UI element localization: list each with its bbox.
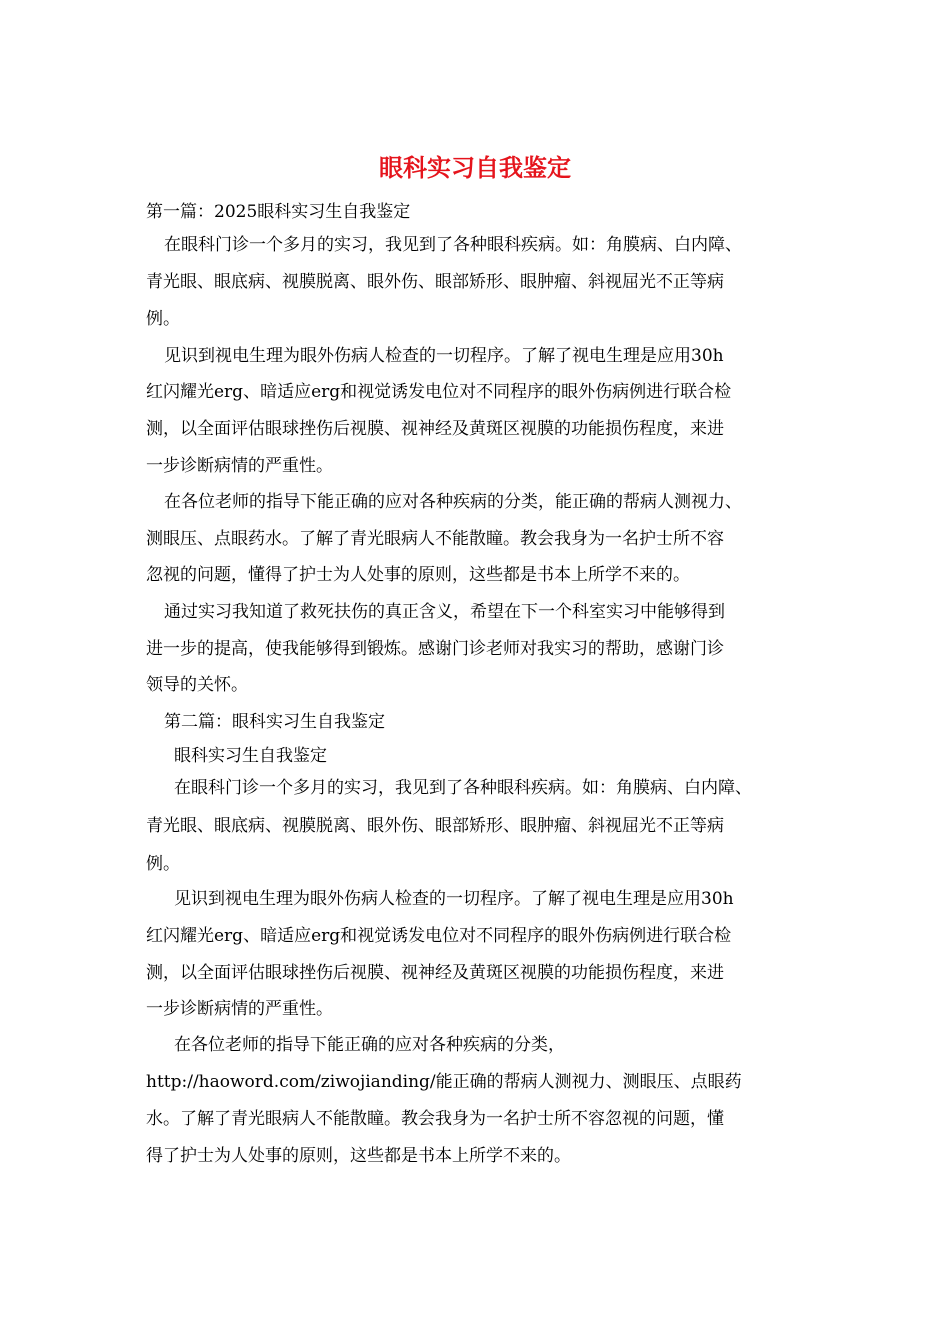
subheading: 眼科实习生自我鉴定 [174,746,327,766]
paragraph-line: 通过实习我知道了救死扶伤的真正含义，希望在下一个科室实习中能够得到 [164,602,725,622]
paragraph-line: http://haoword.com/ziwojianding/能正确的帮病人测视力、测眼压、点眼药 [146,1072,742,1092]
paragraph-line: 得了护士为人处事的原则，这些都是书本上所学不来的。 [146,1146,571,1166]
paragraph-line: 忽视的问题，懂得了护士为人处事的原则，这些都是书本上所学不来的。 [146,565,690,585]
paragraph-line: 一步诊断病情的严重性。 [146,456,333,476]
paragraph-line: 在眼科门诊一个多月的实习，我见到了各种眼科疾病。如：角膜病、白内障、 [164,235,742,255]
paragraph-line: 青光眼、眼底病、视膜脱离、眼外伤、眼部矫形、眼肿瘤、斜视屈光不正等病 [146,816,724,836]
paragraph-line: 领导的关怀。 [146,675,248,695]
paragraph-line: 见识到视电生理为眼外伤病人检查的一切程序。了解了视电生理是应用30h [174,889,734,909]
section-heading-2: 第二篇：眼科实习生自我鉴定 [164,712,385,732]
paragraph-line: 青光眼、眼底病、视膜脱离、眼外伤、眼部矫形、眼肿瘤、斜视屈光不正等病 [146,272,724,292]
paragraph-line: 红闪耀光erg、暗适应erg和视觉诱发电位对不同程序的眼外伤病例进行联合检 [146,382,732,402]
paragraph-line: 例。 [146,309,180,329]
paragraph-line: 测，以全面评估眼球挫伤后视膜、视神经及黄斑区视膜的功能损伤程度，来进 [146,419,724,439]
paragraph-line: 在各位老师的指导下能正确的应对各种疾病的分类， [174,1035,565,1055]
document-title: 眼科实习自我鉴定 [379,153,571,182]
paragraph-line: 见识到视电生理为眼外伤病人检查的一切程序。了解了视电生理是应用30h [164,346,724,366]
paragraph-line: 例。 [146,854,180,874]
paragraph-line: 测，以全面评估眼球挫伤后视膜、视神经及黄斑区视膜的功能损伤程度，来进 [146,963,724,983]
paragraph-line: 在眼科门诊一个多月的实习，我见到了各种眼科疾病。如：角膜病、白内障、 [174,778,752,798]
paragraph-line: 一步诊断病情的严重性。 [146,999,333,1019]
paragraph-line: 测眼压、点眼药水。了解了青光眼病人不能散瞳。教会我身为一名护士所不容 [146,529,724,549]
paragraph-line: 在各位老师的指导下能正确的应对各种疾病的分类，能正确的帮病人测视力、 [164,492,742,512]
section-heading-1: 第一篇：2025眼科实习生自我鉴定 [146,202,411,222]
paragraph-line: 水。了解了青光眼病人不能散瞳。教会我身为一名护士所不容忽视的问题，懂 [146,1109,724,1129]
paragraph-line: 进一步的提高，使我能够得到锻炼。感谢门诊老师对我实习的帮助，感谢门诊 [146,639,724,659]
paragraph-line: 红闪耀光erg、暗适应erg和视觉诱发电位对不同程序的眼外伤病例进行联合检 [146,926,732,946]
